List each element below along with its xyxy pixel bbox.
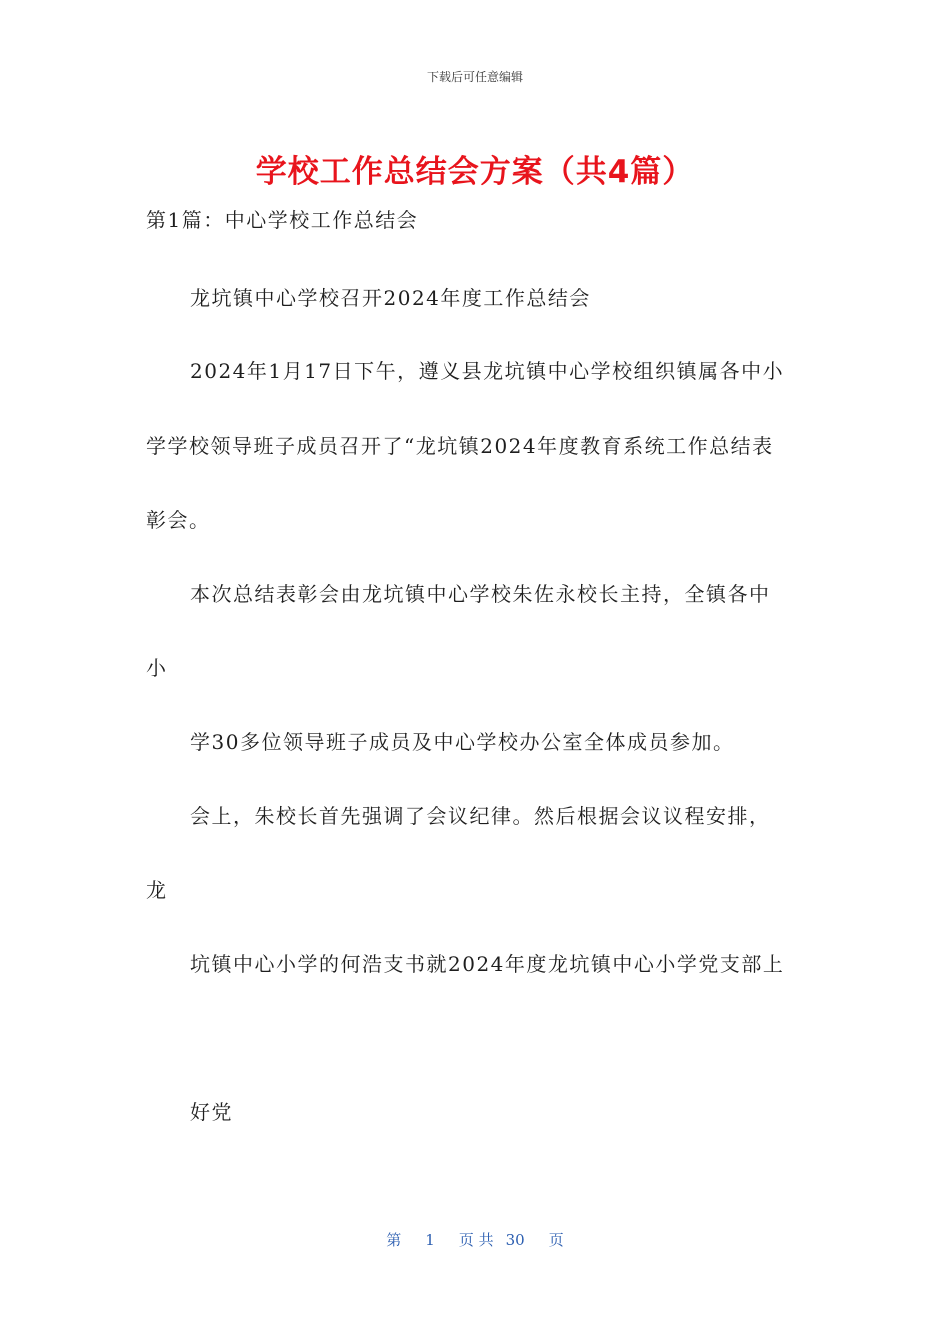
page-current: 1 — [425, 1231, 435, 1249]
paragraph-line: 2024年1月17日下午，遵义县龙坑镇中心学校组织镇属各中小 — [190, 359, 785, 383]
document-title: 学校工作总结会方案（共4篇） — [255, 154, 695, 190]
page-footer — [0, 1229, 950, 1250]
paragraph-line: 学30多位领导班子成员及中心学校办公室全体成员参加。 — [190, 730, 735, 754]
page-total: 30 — [505, 1231, 525, 1249]
paragraph-line: 本次总结表彰会由龙坑镇中心学校朱佐永校长主持，全镇各中 — [190, 582, 771, 606]
header-note: 下载后可任意编辑 — [426, 70, 523, 84]
paragraph-line: 小 — [146, 656, 168, 680]
paragraph-line: 龙坑镇中心学校召开2024年度工作总结会 — [190, 286, 591, 310]
paragraph-line: 会上，朱校长首先强调了会议纪律。然后根据会议议程安排， — [190, 804, 771, 828]
paragraph-line: 坑镇中心小学的何浩支书就2024年度龙坑镇中心小学党支部上 — [190, 952, 785, 976]
paragraph-line: 学学校领导班子成员召开了“龙坑镇2024年度教育系统工作总结表 — [146, 434, 774, 458]
section-heading: 第1篇：中心学校工作总结会 — [146, 208, 419, 232]
paragraph-line: 彰会。 — [146, 508, 211, 532]
page-suffix: 页 — [548, 1231, 564, 1249]
paragraph-line: 好党 — [190, 1100, 233, 1124]
paragraph-line: 龙 — [146, 878, 168, 902]
page-middle: 页 共 — [458, 1231, 494, 1249]
page-prefix: 第 — [386, 1231, 402, 1249]
